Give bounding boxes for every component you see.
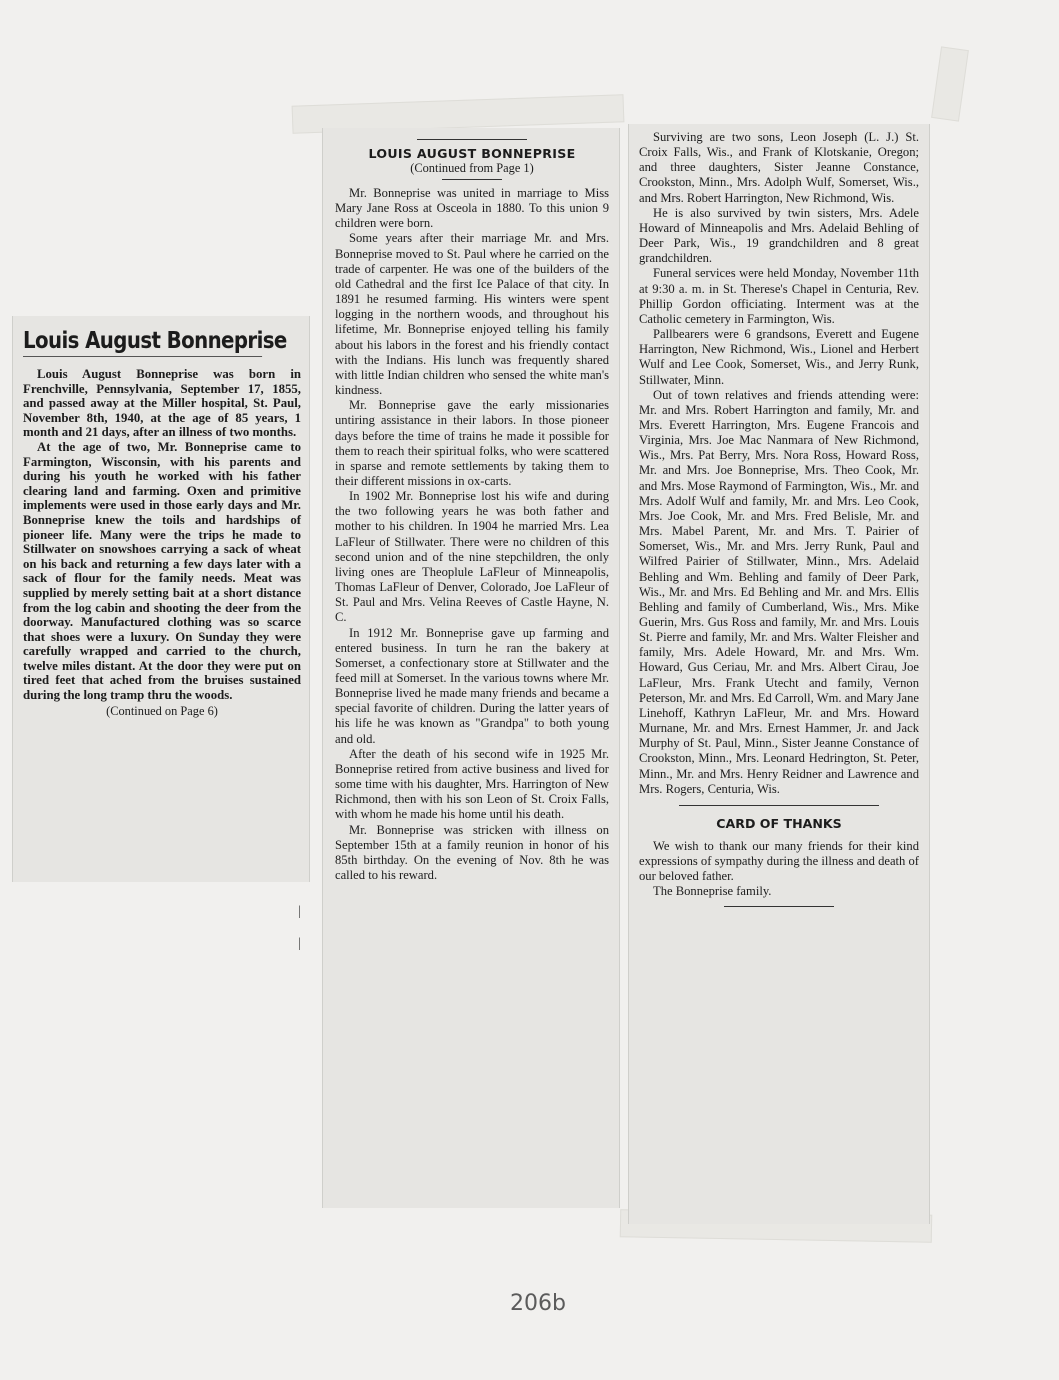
divider-rule [417, 139, 527, 140]
pallbearers-paragraph: Pallbearers were 6 grandsons, Everett and Eugene Harrington, New Richmond, Wis., Lionel and Herbert Wulf and Lee Cook, Somerset, Wis., and Jerry Runk, Stillwater, Minn. [639, 327, 919, 387]
continuation-headline: LOUIS AUGUST BONNEPRISE [368, 146, 576, 161]
obituary-headline: Louis August Bonneprise [23, 324, 262, 357]
funeral-paragraph: Funeral services were held Monday, November 11th at 9:30 a. m. in St. Therese's Chapel in Centuria, Rev. Phillip Gordon officiating. Interment was at the Catholic cemetery in Farmington, Wis. [639, 266, 919, 326]
tape-strip [931, 46, 969, 121]
card-of-thanks-signature: The Bonneprise family. [653, 884, 772, 899]
obituary-paragraph: At the age of two, Mr. Bonneprise came to Farmington, Wisconsin, with his parents and during his youth he worked with his father clearing land and farming. Oxen and primitive implements were used in those early days and Mr. Bonneprise knew the toils and hardships of pioneer life. Many were the trips he made to Stillwater on snowshoes carrying a sack of wheat on his back and returning a few days later with a sack of flour for the family needs. Meat was supplied by merely setting bait at a short distance from the log cabin and shooting the deer from the doorway. Manufactured clothing was so scarce that shoes were a luxury. On Sunday they were carefully wrapped and carried to the church, twelve miles distant. At the door they were put on tired feet that ached from the bruises sustained during the long tramp thru the woods. [23, 439, 301, 703]
divider-rule [442, 179, 502, 180]
obituary-paragraph: Mr. Bonneprise was stricken with illness on September 15th at a family reunion in honor of his 85th birthday. On the evening of Nov. 8th he was called to his reward. [335, 822, 609, 883]
divider-rule [724, 906, 834, 907]
clipping-middle [322, 128, 620, 1208]
stray-mark: | [298, 936, 301, 951]
obituary-paragraph: After the death of his second wife in 1925 Mr. Bonneprise retired from active business and lived for some time with his daughter, Mrs. Harrington of New Richmond, then with his son Leon of St. Croix Falls, with whom he made his home until his death. [335, 746, 609, 822]
continuation-subhead: (Continued from Page 1) [410, 161, 534, 175]
clipping-right [628, 124, 930, 1224]
page-number: 206b [510, 1291, 566, 1316]
card-of-thanks-title: CARD OF THANKS [716, 815, 842, 831]
clipping-left [12, 316, 310, 882]
obituary-paragraph: In 1902 Mr. Bonneprise lost his wife and during the two following years he was both father and mother to his children. In 1904 he married Mrs. Lea LaFleur of Stillwater. There were no children of this second union and of the nine stepchildren, the only living ones are Theoplule LaFleur of Minneapolis, Thomas LaFleur of Denver, Colorado, Joe LaFleur of St. Paul and Mrs. Velina Reeves of Castle Hayne, N. C. [335, 489, 609, 625]
obituary-paragraph: Mr. Bonneprise was united in marriage to Miss Mary Jane Ross at Osceola in 1880. To this union 9 children were born. [335, 186, 609, 231]
continued-note: (Continued on Page 6) [106, 703, 218, 718]
obituary-paragraph: Louis August Bonneprise was born in Frenchville, Pennsylvania, September 17, 1855, and passed away at the Miller hospital, St. Paul, November 8th, 1940, at the age of 85 years, 1 month and 21 days, after an illness of two months. [23, 367, 301, 440]
stray-mark: | [298, 904, 301, 919]
survivors-paragraph: Surviving are two sons, Leon Joseph (L. J.) St. Croix Falls, Wis., and Frank of Klotskanie, Oregon; and three daughters, Sister Jeanne Constance, Crookston, Minn., Mrs. Adolph Wulf, Somerset, Wis., and Mrs. Robert Harrington, New Richmond, Wis. [639, 130, 919, 205]
divider-rule [679, 805, 879, 806]
card-of-thanks-text: We wish to thank our many friends for their kind expressions of sympathy during the illness and death of our beloved father. [639, 838, 919, 884]
survivors-paragraph: He is also survived by twin sisters, Mrs. Adele Howard of Minneapolis and Mrs. Adelaid Behling of Deer Park, Wis., 19 grandchildren and 8 great grandchildren. [639, 205, 919, 266]
obituary-paragraph: In 1912 Mr. Bonneprise gave up farming and entered business. In turn he ran the bakery at Somerset, a confectionary store at Stillwater and the feed mill at Somerset. In the various towns where Mr. Bonneprise lived he made many friends and became a special favorite of children. During the latter years of his life he was known as "Grandpa" to both young and old. [335, 625, 609, 746]
attendees-paragraph: Out of town relatives and friends attending were: Mr. and Mrs. Robert Harrington and family, Mr. and Mrs. Everett Harrington, Mrs. Eugene Francois and Virginia, Mrs. Joe Mac Nanmara of New Richmond, Wis., Mrs. Pat Berry, Mrs. Nora Ross, Howard Ross, Mr. and Mrs. Joe Bonneprise, Mrs. Theo Cook, Mr. and Mrs. Mose Raymond of Farmington, Wis., Mr. and Mrs. Adolf Wulf and family, Mr. and Mrs. Leo Cook, Mrs. Joe Cook, Mr. and Mrs. Fred Belisle, Mr. and Mrs. Mabel Parent, Mr. and Mrs. T. Pairier of Somerset, Wis., Mr. and Mrs. Jerry Runk, Paul and Wilfred Pairier of Stillwater, Minn., Mrs. Adelaid Behling and Wm. Behling and family of Deer Park, Wis., Mr. and Mrs. Ed Behling and Mr. and Mrs. Ellis Behling and family of Cumberland, Wis., Mrs. Mike Guerin, Mrs. Gus Ross and family, Mr. and Mrs. Louis St. Pierre and family, Mr. and Mrs. Walter Fleisher and family, Mrs. Adele Howard, Mr. and Mrs. Wm. Howard, Gus Ceriau, Mr. and Mrs. Albert Cirau, Joe LaFleur, Mrs. Frank Utecht and family, Vernon Peterson, Mr. and Mrs. Ed Carroll, Wm. and Mary Jane Linehoff, Kathryn LaFleur, Mr. and Mrs. Howard Murnane, Mr. and Mrs. Ernest Hammer, Jr. and Jack Murphy of St. Paul, Minn., Sister Jeanne Constance of Crookston, Minn., Mrs. Leonard Hedrington, St. Peter, Minn., Mr. and Mrs. Henry Reidner and Lawrence and Mrs. Rogers, Centuria, Wis. [639, 387, 919, 796]
obituary-paragraph: Some years after their marriage Mr. and Mrs. Bonneprise moved to St. Paul where he carried on the trade of carpenter. He was one of the builders of the old Cathedral and the first Ice Palace of that city. In 1891 he resumed farming. His winters were spent logging in the northern woods, and throughout his lifetime, Mr. Bonneprise enjoyed telling his family about his labors in the forest and his friendly contact with the Indians. His lunch was frequently shared with little Indian children who sensed the white man's kindness. [335, 231, 609, 398]
obituary-paragraph: Mr. Bonneprise gave the early missionaries untiring assistance in their labors. In those pioneer days before the time of trains he made it possible for them to reach their spiritual folks, who were scattered in sparse and remote settlements by taking them to their different missions in ox-carts. [335, 398, 609, 488]
